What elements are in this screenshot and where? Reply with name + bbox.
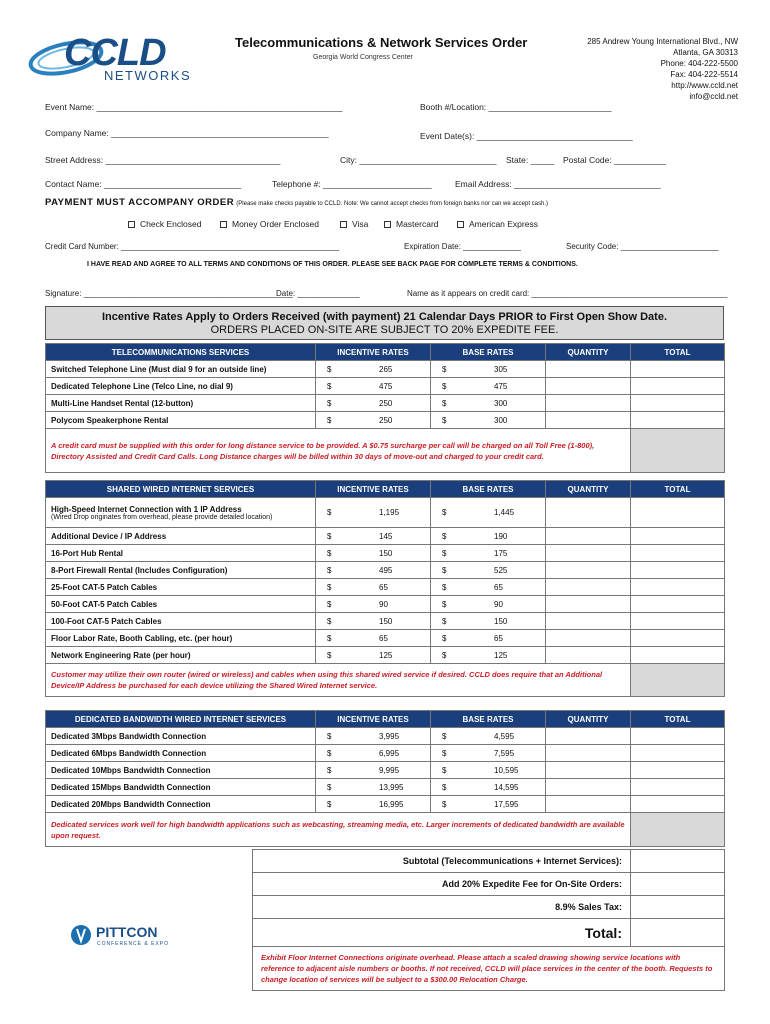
incentive-cell [316,378,431,395]
incentive-cell [316,361,431,378]
currency-symbol: $ [442,582,447,592]
visa-checkbox[interactable] [340,219,368,229]
event-dates-field[interactable]: Event Date(s): _________________________________ [420,131,633,141]
base-value: 14,595 [494,782,519,792]
email-field[interactable]: Email Address: _______________________________ [455,179,661,189]
banner-line-2: ORDERS PLACED ON-SITE ARE SUBJECT TO 20% EXPEDITE FEE. [210,324,559,336]
quantity-input[interactable] [546,796,631,813]
table-row-name [46,498,316,528]
total-input[interactable] [631,395,725,412]
currency-symbol: $ [327,381,332,391]
base-value: 190 [494,531,508,541]
base-cell [431,412,546,429]
incentive-value: 250 [379,398,393,408]
booth-field[interactable]: Booth #/Location: __________________________ [420,102,612,112]
total-input[interactable] [631,647,725,664]
col-base: BASE RATES [431,481,546,498]
currency-symbol: $ [442,381,447,391]
fax: Fax: 404-222-5514 [670,70,738,79]
total-input[interactable] [631,796,725,813]
total-input[interactable] [631,498,725,528]
col-total: TOTAL [631,344,725,361]
phone: Phone: 404-222-5500 [660,59,738,68]
col-quantity: QUANTITY [546,481,631,498]
address-line: Atlanta, GA 30313 [673,48,738,57]
checkbox-label: Money Order Enclosed [232,219,319,229]
row-label: Additional Device / IP Address [46,528,316,545]
table-row [46,613,725,630]
quantity-input[interactable] [546,498,631,528]
pittcon-logo-icon [70,924,92,946]
base-value: 125 [494,650,508,660]
base-value: 17,595 [494,799,519,809]
table-row [46,361,725,378]
incentive-cell [316,395,431,412]
col-total: TOTAL [631,711,725,728]
currency-symbol: $ [327,415,332,425]
total-input[interactable] [631,378,725,395]
base-cell [431,361,546,378]
incentive-value: 475 [379,381,393,391]
street-address-field[interactable]: Street Address: _____________________________________ [45,155,281,165]
incentive-value: 9,995 [379,765,400,775]
city-field[interactable]: City: _____________________________ [340,155,497,165]
incentive-cell [316,762,431,779]
contact-name-field[interactable]: Contact Name: _____________________________ [45,179,242,189]
base-cell [431,562,546,579]
quantity-input[interactable] [546,613,631,630]
base-value: 525 [494,565,508,575]
currency-symbol: $ [327,799,332,809]
currency-symbol: $ [442,599,447,609]
base-value: 475 [494,381,508,391]
row-label: Dedicated 15Mbps Bandwidth Connection [46,779,316,796]
total-input[interactable] [631,579,725,596]
currency-symbol: $ [442,548,447,558]
incentive-cell [316,498,431,528]
check-enclosed-checkbox[interactable] [128,219,201,229]
total-input[interactable] [631,596,725,613]
incentive-cell [316,579,431,596]
subtotal-input[interactable] [631,850,725,873]
total-input[interactable] [631,728,725,745]
email-link[interactable]: info@ccld.net [689,92,738,101]
total-input[interactable] [631,630,725,647]
table-row [46,728,725,745]
logo-subtext: NETWORKS [104,68,192,83]
row-label: Multi-Line Handset Rental (12-button) [46,395,316,412]
quantity-input[interactable] [546,361,631,378]
table-row [46,796,725,813]
currency-symbol: $ [442,765,447,775]
col-incentive: INCENTIVE RATES [316,711,431,728]
table-row [46,562,725,579]
total-input[interactable] [631,745,725,762]
base-cell [431,728,546,745]
pittcon-tagline: CONFERENCE & EXPO [97,941,170,947]
incentive-cell [316,545,431,562]
row-label: Floor Labor Rate, Booth Cabling, etc. (per hour) [46,630,316,647]
quantity-input[interactable] [546,562,631,579]
total-input[interactable] [631,762,725,779]
col-base: BASE RATES [431,344,546,361]
currency-symbol: $ [327,548,332,558]
incentive-value: 65 [379,582,388,592]
base-cell [431,762,546,779]
currency-symbol: $ [442,731,447,741]
currency-symbol: $ [327,508,332,517]
table-row [46,545,725,562]
currency-symbol: $ [327,782,332,792]
checkbox-label: Check Enclosed [140,219,202,229]
incentive-cell [316,647,431,664]
total-input[interactable] [631,562,725,579]
currency-symbol: $ [442,364,447,374]
base-cell [431,796,546,813]
table-row [46,395,725,412]
base-value: 10,595 [494,765,519,775]
incentive-value: 495 [379,565,393,575]
currency-symbol: $ [442,650,447,660]
table-row [46,745,725,762]
quantity-input[interactable] [546,728,631,745]
col-incentive: INCENTIVE RATES [316,344,431,361]
incentive-value: 3,995 [379,731,400,741]
incentive-value: 13,995 [379,782,404,792]
currency-symbol: $ [327,765,332,775]
table-row [46,779,725,796]
checkbox-box[interactable] [128,221,135,228]
postal-code-field[interactable]: Postal Code: ___________ [563,155,667,165]
incentive-value: 65 [379,633,388,643]
currency-symbol: $ [327,364,332,374]
expiration-date-field[interactable]: Expiration Date: _____________ [404,242,521,251]
row-label: Dedicated 10Mbps Bandwidth Connection [46,762,316,779]
telephone-field[interactable]: Telephone #: _______________________ [272,179,432,189]
website-link[interactable]: http://www.ccld.net [671,81,738,90]
overhead-note: Exhibit Floor Internet Connections originate overhead. Please attach a scaled drawing showing service locations with reference to adjacent aisle numbers or booths. If not received, CCLD will place services in the center of the booth. Requests to change location of services will be subject to a $300.00 Relocation Charge. [253,947,725,991]
checkbox-label: Visa [352,219,369,229]
currency-symbol: $ [442,633,447,643]
base-cell [431,630,546,647]
table-row [46,647,725,664]
row-label: High-Speed Internet Connection with 1 IP Address [51,504,242,514]
base-cell [431,545,546,562]
base-value: 65 [494,633,503,643]
quantity-input[interactable] [546,579,631,596]
row-label: 100-Foot CAT-5 Patch Cables [46,613,316,630]
base-value: 300 [494,398,508,408]
address-line: 285 Andrew Young International Blvd., NW [587,37,738,46]
quantity-input[interactable] [546,596,631,613]
row-label: Dedicated 3Mbps Bandwidth Connection [46,728,316,745]
quantity-input[interactable] [546,545,631,562]
currency-symbol: $ [442,799,447,809]
incentive-value: 6,995 [379,748,400,758]
row-label: 25-Foot CAT-5 Patch Cables [46,579,316,596]
incentive-value: 145 [379,531,393,541]
incentive-value: 250 [379,415,393,425]
quantity-input[interactable] [546,745,631,762]
currency-symbol: $ [442,616,447,626]
table-row [46,412,725,429]
company-name-field[interactable]: Company Name: ______________________________________________ [45,128,329,138]
quantity-input[interactable] [546,779,631,796]
col-base: BASE RATES [431,711,546,728]
incentive-cell [316,745,431,762]
row-label: Dedicated 20Mbps Bandwidth Connection [46,796,316,813]
payment-heading [45,197,548,208]
total-input[interactable] [631,528,725,545]
dedicated-note: Dedicated services work well for high bandwidth applications such as webcasting, streaming media, etc. Larger increments of dedicated bandwidth are available upon request. [46,813,631,847]
quantity-input[interactable] [546,378,631,395]
currency-symbol: $ [327,650,332,660]
table-row [46,378,725,395]
base-cell [431,579,546,596]
currency-symbol: $ [442,565,447,575]
signature-field[interactable]: Signature: _______________________________________________ [45,289,293,298]
total-input[interactable] [631,613,725,630]
date-field[interactable]: Date: ______________ [276,289,360,298]
form-title: Telecommunications & Network Services Order [235,35,528,50]
venue-subtitle: Georgia World Congress Center [313,54,413,61]
total-input[interactable] [631,361,725,378]
currency-symbol: $ [327,599,332,609]
base-cell [431,745,546,762]
quantity-input[interactable] [546,647,631,664]
currency-symbol: $ [327,565,332,575]
incentive-cell [316,412,431,429]
incentive-cell [316,562,431,579]
banner-line-1: Incentive Rates Apply to Orders Received (with payment) 21 Calendar Days PRIOR to First Open Show Date. [101,311,667,323]
currency-symbol: $ [442,398,447,408]
credit-card-number-field[interactable]: Credit Card Number: _________________________________________________ [45,242,340,251]
currency-symbol: $ [442,531,447,541]
shared-header: SHARED WIRED INTERNET SERVICES [46,481,316,498]
amex-checkbox[interactable] [457,219,538,229]
table-row [46,528,725,545]
base-value: 300 [494,415,508,425]
base-cell [431,596,546,613]
currency-symbol: $ [442,782,447,792]
telecom-table [45,343,725,473]
base-value: 4,595 [494,731,515,741]
tax-input[interactable] [631,896,725,919]
table-row [46,579,725,596]
incentive-cell [316,728,431,745]
total-input[interactable] [631,412,725,429]
state-field[interactable]: State: _____ [506,155,555,165]
currency-symbol: $ [327,633,332,643]
incentive-value: 150 [379,616,393,626]
totals-table [252,849,725,991]
quantity-input[interactable] [546,395,631,412]
payment-note: (Please make checks payable to CCLD. Note: We cannot accept checks from foreign banks nor can we accept cash.) [236,201,549,207]
incentive-banner [45,306,724,340]
col-quantity: QUANTITY [546,711,631,728]
incentive-value: 1,195 [379,508,400,517]
logo-text: CCLD [64,32,166,74]
checkbox-box[interactable] [340,221,347,228]
row-label: Dedicated 6Mbps Bandwidth Connection [46,745,316,762]
col-incentive: INCENTIVE RATES [316,481,431,498]
base-value: 305 [494,364,508,374]
currency-symbol: $ [327,531,332,541]
total-input[interactable] [631,919,725,947]
incentive-value: 125 [379,650,393,660]
dedicated-header: DEDICATED BANDWIDTH WIRED INTERNET SERVICES [46,711,316,728]
expedite-input[interactable] [631,873,725,896]
row-label: Network Engineering Rate (per hour) [46,647,316,664]
base-cell [431,528,546,545]
col-quantity: QUANTITY [546,344,631,361]
incentive-cell [316,528,431,545]
grey-cell [631,664,725,697]
row-label: Switched Telephone Line (Must dial 9 for an outside line) [46,361,316,378]
security-code-field[interactable]: Security Code: ______________________ [566,242,719,251]
quantity-input[interactable] [546,630,631,647]
row-label: Polycom Speakerphone Rental [46,412,316,429]
row-sublabel: (Wired Drop originates from overhead, please provide detailed location) [51,513,273,521]
pittcon-name: PITTCON [96,924,158,940]
currency-symbol: $ [442,508,447,517]
base-cell [431,498,546,528]
company-address [538,36,738,102]
checkbox-label: American Express [469,219,538,229]
quantity-input[interactable] [546,412,631,429]
table-row [46,630,725,647]
incentive-cell [316,779,431,796]
total-input[interactable] [631,545,725,562]
base-cell [431,647,546,664]
incentive-value: 265 [379,364,393,374]
currency-symbol: $ [327,748,332,758]
dedicated-internet-table [45,710,725,847]
base-cell [431,613,546,630]
telecom-note: A credit card must be supplied with this order for long distance service to be provided. A $0.75 surcharge per call will be charged on all Toll Free (1-800), Directory Assisted and Credit Card Calls. Long Distance charges will be billed within 30 days of move-out and charged to your credit card. [46,429,631,473]
incentive-value: 90 [379,599,388,609]
table-row [46,596,725,613]
row-label: 50-Foot CAT-5 Patch Cables [46,596,316,613]
shared-internet-table [45,480,725,697]
base-value: 175 [494,548,508,558]
currency-symbol: $ [327,616,332,626]
currency-symbol: $ [442,748,447,758]
base-value: 65 [494,582,503,592]
grey-cell [631,813,725,847]
currency-symbol: $ [327,582,332,592]
total-label: Total: [253,919,631,947]
mastercard-checkbox[interactable] [384,219,439,229]
incentive-value: 150 [379,548,393,558]
base-cell [431,395,546,412]
col-total: TOTAL [631,481,725,498]
checkbox-box[interactable] [220,221,227,228]
base-value: 1,445 [494,508,515,517]
currency-symbol: $ [327,398,332,408]
name-on-card-field[interactable]: Name as it appears on credit card: ____________________________________________ [407,289,728,298]
base-value: 7,595 [494,748,515,758]
total-input[interactable] [631,779,725,796]
row-label: 16-Port Hub Rental [46,545,316,562]
money-order-checkbox[interactable] [220,219,319,229]
quantity-input[interactable] [546,762,631,779]
expedite-label: Add 20% Expedite Fee for On-Site Orders: [253,873,631,896]
terms-agreement: I HAVE READ AND AGREE TO ALL TERMS AND CONDITIONS OF THIS ORDER. PLEASE SEE BACK PAGE FOR COMPLETE TERMS & CONDITIONS. [87,261,578,268]
grey-cell [631,429,725,473]
currency-symbol: $ [327,731,332,741]
incentive-cell [316,796,431,813]
incentive-cell [316,613,431,630]
base-value: 150 [494,616,508,626]
tax-label: 8.9% Sales Tax: [253,896,631,919]
telecom-header: TELECOMMUNICATIONS SERVICES [46,344,316,361]
checkbox-box[interactable] [384,221,391,228]
table-row [46,762,725,779]
row-label: 8-Port Firewall Rental (Includes Configuration) [46,562,316,579]
checkbox-box[interactable] [457,221,464,228]
row-label: Dedicated Telephone Line (Telco Line, no dial 9) [46,378,316,395]
base-value: 90 [494,599,503,609]
shared-note: Customer may utilize their own router (wired or wireless) and cables when using this shared wired service if desired. CCLD does require that an Additional Device/IP Address be purchased for each device utilizing the Shared Wired Internet service. [46,664,631,697]
base-cell [431,378,546,395]
incentive-value: 16,995 [379,799,404,809]
event-name-field[interactable]: Event Name: ____________________________________________________ [45,102,343,112]
checkbox-label: Mastercard [396,219,439,229]
subtotal-label: Subtotal (Telecommunications + Internet Services): [253,850,631,873]
incentive-cell [316,596,431,613]
currency-symbol: $ [442,415,447,425]
payment-title: PAYMENT MUST ACCOMPANY ORDER [45,197,235,208]
quantity-input[interactable] [546,528,631,545]
base-cell [431,779,546,796]
incentive-cell [316,630,431,647]
